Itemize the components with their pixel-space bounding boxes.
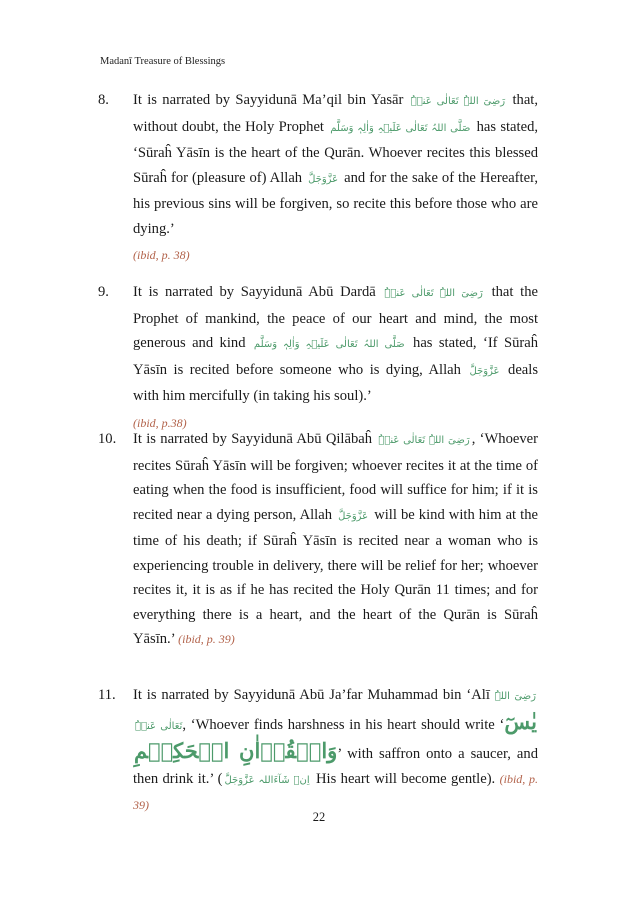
arabic-honorific: رَضِیَ اللہُ تَعَالٰی عَنۡہُ — [410, 96, 506, 107]
reference: (ibid, p.38) — [133, 415, 187, 430]
item-text: deals with him mercifully (in taking his soul).’ — [133, 361, 539, 404]
item-text: His heart will become gentle). — [316, 770, 496, 787]
arabic-salutation: صَلَّی اللہُ تَعَالٰی عَلَیۡہِ وَاٰلِہٖ وَسَلَّم — [253, 339, 405, 350]
arabic-glorification: عَزَّوَجَلَّ — [338, 510, 369, 522]
item-text: , ‘Whoever recites Sūraĥ Yāsīn will be forgiven; whoever recites it at the time of eating when the food is insufficient, food will suffice for him; if it is recited near a dying person, Allah — [133, 431, 538, 523]
reference: (ibid, p. 39) — [133, 771, 539, 812]
item-text: that, without doubt, the Holy Prophet — [133, 92, 539, 135]
arabic-honorific: رَضِیَ اللہُ تَعَالٰی عَنۡہُ — [135, 691, 536, 732]
item-text: It is narrated by Sayyidunā Ma’qil bin Yasār — [133, 92, 404, 108]
item-text: will be kind with him at the time of his death; if Sūraĥ Yāsīn is recited near a woman who is experiencing trouble in delivery, there will be relief for her; whoever recites it, it is as if he has recited the Holy Qurān 11 times; and for everything there is a heart, and the heart of the Qurān is Sūraĥ Yāsīn.’ — [133, 506, 538, 647]
item-number: 11. — [98, 687, 116, 703]
running-head: Madanī Treasure of Blessings — [100, 56, 226, 67]
item-text: , ‘Whoever finds harshness in his heart should write ‘ — [182, 716, 505, 733]
arabic-honorific: رَضِیَ اللہُ تَعَالٰی عَنۡہُ — [378, 435, 470, 446]
hadith-item-11 — [98, 683, 538, 818]
item-number: 9. — [98, 284, 109, 300]
item-body — [133, 88, 538, 267]
hadith-item-8 — [98, 88, 538, 267]
arabic-honorific: رَضِیَ اللہُ تَعَالٰی عَنۡہُ — [384, 288, 483, 299]
item-text: that the Prophet of mankind, the peace of our heart and mind, the most generous and kind — [133, 284, 538, 351]
item-body — [133, 683, 538, 818]
item-text: has stated, ‘Sūraĥ Yāsīn is the heart of the Qurān. Whoever recites this blessed Sūraĥ for (pleasure of) Allah — [133, 118, 539, 186]
arabic-insha-allah: اِنۡ شَآءَاللہ عَزَّوَجَلَّ — [224, 774, 310, 786]
reference: (ibid, p. 38) — [133, 248, 190, 262]
item-text: and for the sake of the Hereafter, his previous sins will be forgiven, so recite this before those who are dying.’ — [133, 169, 538, 237]
item-number: 8. — [98, 92, 109, 108]
quranic-verse: یٰسٓ وَالۡقُرۡاٰنِ الۡحَکِیۡمِ — [134, 708, 537, 763]
arabic-glorification: عَزَّوَجَلَّ — [469, 365, 500, 377]
item-body — [133, 427, 538, 652]
hadith-item-10 — [98, 427, 538, 652]
item-text: has stated, ‘If Sūraĥ Yāsīn is recited before someone who is dying, Allah — [133, 335, 538, 378]
item-body — [133, 280, 538, 435]
item-text: It is narrated by Sayyidunā Abū Dardā — [133, 284, 376, 300]
hadith-item-9 — [98, 280, 538, 435]
item-text: It is narrated by Sayyidunā Abū Ja’far Muhammad bin ‘Alī — [133, 687, 490, 703]
item-text: ’ with saffron onto a saucer, and then drink it.’ ( — [133, 746, 538, 787]
item-text: It is narrated by Sayyidunā Abū Qilābaĥ — [133, 431, 373, 447]
arabic-glorification: عَزَّوَجَلَّ — [308, 173, 339, 185]
reference: (ibid, p. 39) — [178, 632, 235, 646]
page-number: 22 — [312, 810, 326, 824]
item-number: 10. — [98, 431, 117, 447]
arabic-salutation: صَلَّی اللہُ تَعَالٰی عَلَیۡہِ وَاٰلِہٖ وَسَلَّم — [330, 122, 471, 134]
